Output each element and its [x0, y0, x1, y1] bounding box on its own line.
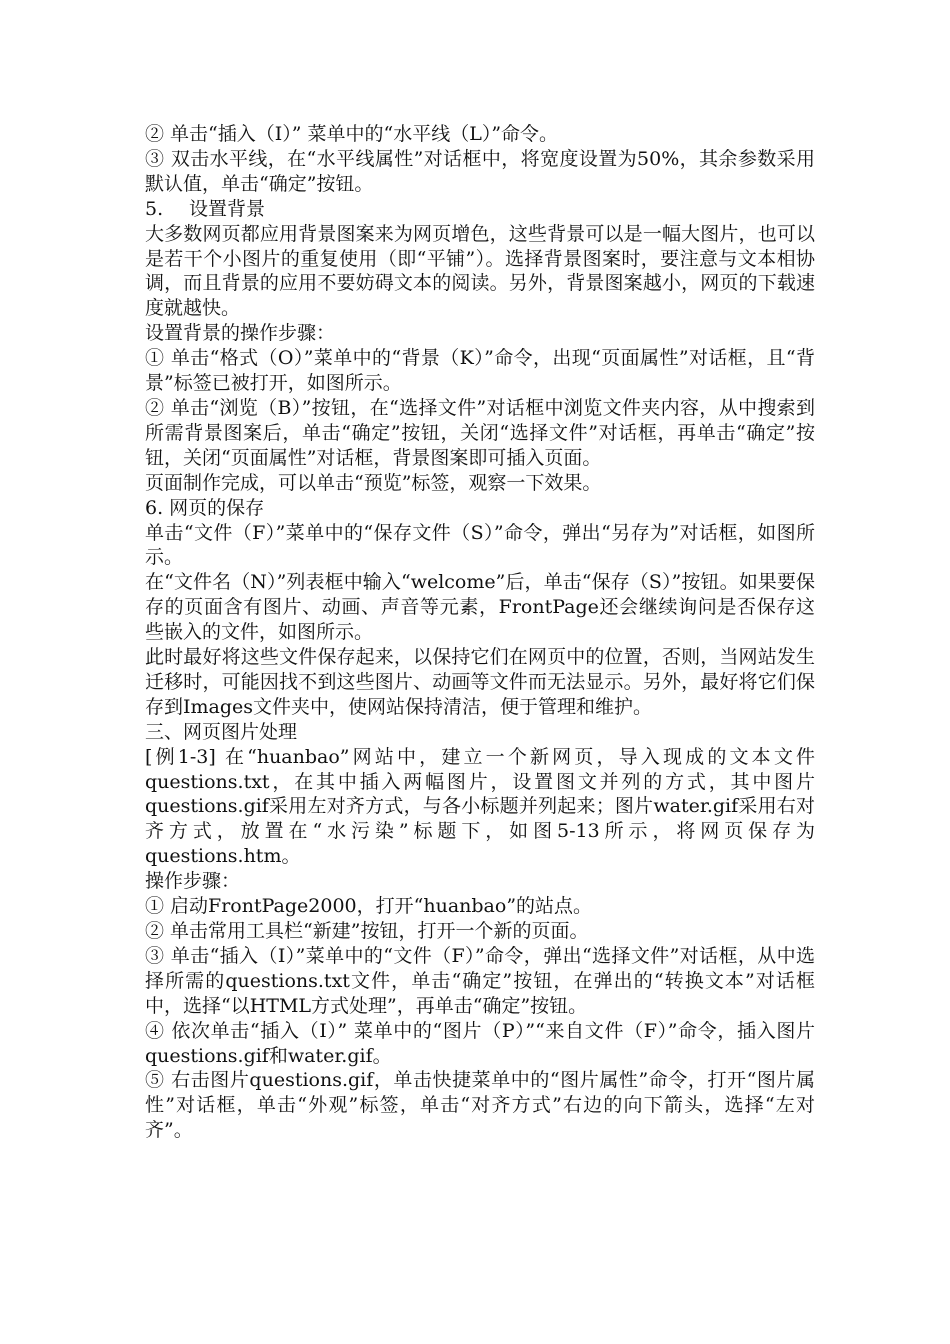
paragraph-step-4-insert-images: ④ 依次单击“插入（I）” 菜单中的“图片（P）”“来自文件（F）”命令，插入图片questions.gif和water.gif。	[145, 1019, 815, 1067]
paragraph-preview-note: 页面制作完成，可以单击“预览”标签，观察一下效果。	[145, 471, 602, 494]
section-number: 5.	[145, 197, 164, 220]
paragraph-step-5-image-properties: ⑤ 右击图片questions.gif，单击快捷菜单中的“图片属性”命令，打开“图片属性”对话框，单击“外观”标签，单击“对齐方式”右边的向下箭头，选择“左对齐”。	[145, 1069, 815, 1142]
section-heading-image-processing: 三、网页图片处理	[145, 720, 298, 743]
document-page	[145, 122, 815, 1143]
paragraph-background-intro: 大多数网页都应用背景图案来为网页增色，这些背景可以是一幅大图片，也可以是若干个小图片的重复使用（即“平铺”）。选择背景图案时，要注意与文本相协调，而且背景的应用不要妨碍文本的阅读。另外，背景图案越小，网页的下载速度就越快。	[145, 222, 815, 320]
paragraph-save-as: 单击“文件（F）”菜单中的“保存文件（S）”命令，弹出“另存为”对话框，如图所示。	[145, 521, 815, 569]
paragraph-steps-title: 操作步骤：	[145, 870, 241, 893]
section-heading-set-background	[145, 197, 815, 222]
paragraph-background-steps-title: 设置背景的操作步骤：	[145, 322, 336, 345]
paragraph-step-3-line-properties: ③ 双击水平线，在“水平线属性”对话框中，将宽度设置为50%，其余参数采用默认值，单击“确定”按钮。	[145, 147, 815, 195]
paragraph-filename-input: 在“文件名（N）”列表框中输入“welcome”后，单击“保存（S）”按钮。如果要保存的页面含有图片、动画、声音等元素，FrontPage还会继续询问是否保存这些嵌入的文件，如图所示。	[145, 571, 815, 644]
paragraph-step-1-frontpage: ① 启动FrontPage2000，打开“huanbao”的站点。	[145, 895, 593, 918]
paragraph-step-2-horizontal-line: ② 单击“插入（I）” 菜单中的“水平线（L）”命令。	[145, 123, 559, 145]
paragraph-example-1-3: [例1-3] 在“huanbao”网站中，建立一个新网页，导入现成的文本文件questions.txt，在其中插入两幅图片，设置图文并列的方式，其中图片questions.gif采用左对齐方式，与各小标题并列起来；图片water.gif采用右对齐方式，放置在“水污染”标题下，如图5-13所示，将网页保存为questions.htm。	[145, 745, 815, 868]
section-title: 设置背景	[189, 197, 266, 220]
section-heading-save-page: 6. 网页的保存	[145, 496, 265, 519]
paragraph-background-step-2: ② 单击“浏览（B）”按钮，在“选择文件”对话框中浏览文件夹内容，从中搜索到所需背景图案后，单击“确定”按钮，关闭“选择文件”对话框，再单击“确定”按钮，关闭“页面属性”对话框，背景图案即可插入页面。	[145, 396, 815, 469]
paragraph-step-3-insert-file: ③ 单击“插入（I）”菜单中的“文件（F）”命令，弹出“选择文件”对话框，从中选择所需的questions.txt文件，单击“确定”按钮，在弹出的“转换文本”对话框中，选择“以HTML方式处理”，再单击“确定”按钮。	[145, 944, 815, 1017]
paragraph-background-step-1: ① 单击“格式（O）”菜单中的“背景（K）”命令，出现“页面属性”对话框，且“背景”标签已被打开，如图所示。	[145, 347, 815, 395]
paragraph-step-2-new-page: ② 单击常用工具栏“新建”按钮，打开一个新的页面。	[145, 920, 589, 942]
paragraph-save-embedded: 此时最好将这些文件保存起来，以保持它们在网页中的位置，否则，当网站发生迁移时，可能因找不到这些图片、动画等文件而无法显示。另外，最好将它们保存到Images文件夹中，使网站保持清洁，便于管理和维护。	[145, 646, 815, 718]
